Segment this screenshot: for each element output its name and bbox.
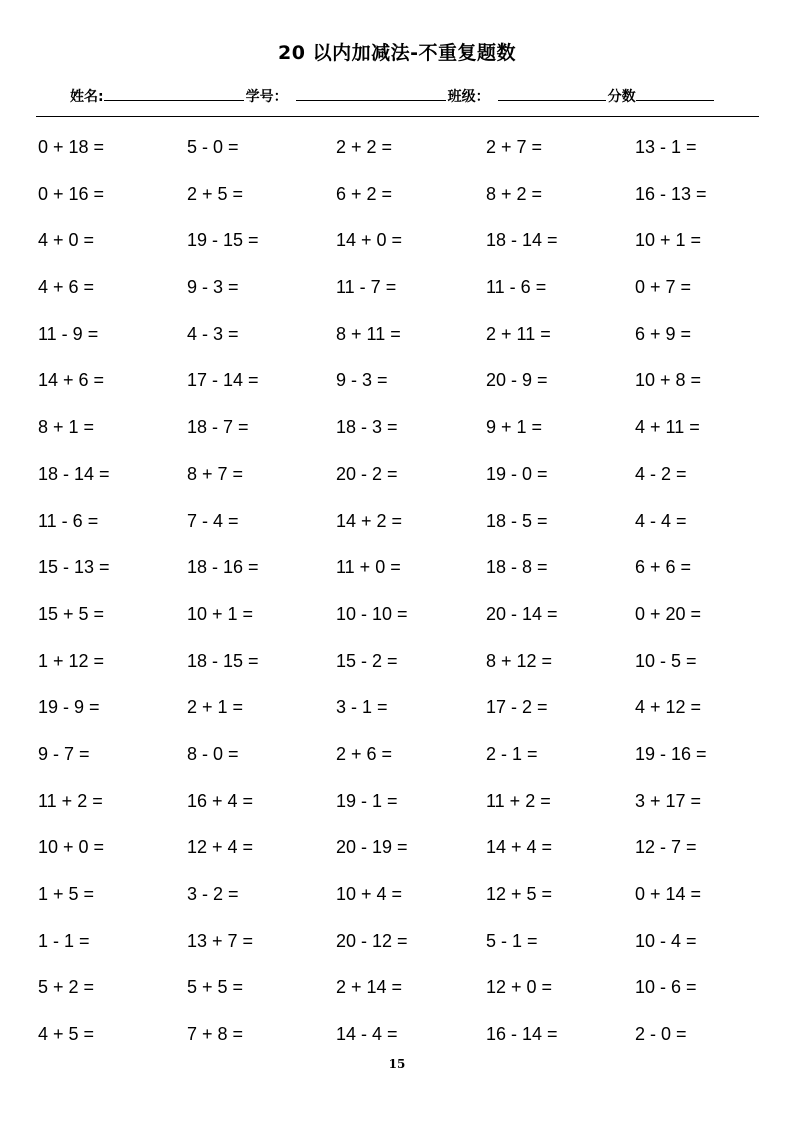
math-problem: 2 + 7 = — [486, 137, 543, 157]
math-problem: 14 + 2 = — [336, 510, 403, 531]
math-problem: 2 + 6 = — [336, 743, 393, 764]
math-problem: 4 - 3 = — [187, 323, 239, 344]
math-problem: 10 - 10 = — [336, 603, 408, 624]
math-problem: 2 + 2 = — [336, 137, 393, 157]
math-problem: 11 - 6 = — [38, 510, 99, 531]
math-problem: 19 - 15 = — [187, 230, 259, 251]
math-problem: 17 - 14 = — [187, 370, 259, 391]
math-problem: 8 + 12 = — [486, 650, 553, 671]
math-problem: 16 - 14 = — [486, 1024, 558, 1045]
math-problem: 4 + 5 = — [38, 1024, 95, 1045]
class-blank — [498, 86, 606, 101]
score-label: 分数 — [607, 89, 636, 105]
math-problem: 19 - 0 = — [486, 463, 548, 484]
page-title: 20 以内加减法-不重复题数 — [278, 42, 516, 64]
math-problem: 11 + 0 = — [336, 557, 401, 578]
math-problem: 18 - 16 = — [187, 557, 259, 578]
math-problem: 19 - 1 = — [336, 790, 398, 811]
math-problem: 10 + 1 = — [187, 603, 254, 624]
math-problem: 8 + 11 = — [336, 323, 401, 344]
math-problem: 1 - 1 = — [38, 930, 90, 951]
math-problem: 11 + 2 = — [38, 790, 103, 811]
problem-grid — [38, 128, 758, 1062]
page-number: 15 — [388, 1057, 406, 1071]
math-problem: 2 + 1 = — [187, 697, 244, 718]
score-blank — [636, 86, 714, 101]
math-problem: 9 - 3 = — [187, 277, 239, 298]
student-info-row — [70, 86, 760, 106]
math-problem: 18 - 7 = — [187, 417, 249, 438]
math-problem: 11 - 6 = — [486, 277, 547, 298]
math-problem: 13 + 7 = — [187, 930, 254, 951]
class-label: 班级： — [447, 89, 490, 105]
math-problem: 4 + 0 = — [38, 230, 95, 251]
math-problem: 10 - 5 = — [635, 650, 697, 671]
math-problem: 19 - 9 = — [38, 697, 100, 718]
math-problem: 8 + 7 = — [187, 463, 244, 484]
math-problem: 6 + 2 = — [336, 183, 393, 204]
math-problem: 20 - 14 = — [486, 603, 558, 624]
math-problem: 12 - 7 = — [635, 837, 697, 858]
math-problem: 17 - 2 = — [486, 697, 548, 718]
math-problem: 5 - 0 = — [187, 137, 239, 157]
math-problem: 15 - 2 = — [336, 650, 398, 671]
math-problem: 0 + 7 = — [635, 277, 692, 298]
math-problem: 18 - 14 = — [486, 230, 558, 251]
math-problem: 4 - 2 = — [635, 463, 687, 484]
math-problem: 10 - 6 = — [635, 977, 697, 998]
math-problem: 18 - 14 = — [38, 463, 110, 484]
math-problem: 5 + 5 = — [187, 977, 244, 998]
math-problem: 3 - 2 = — [187, 884, 239, 904]
math-problem: 16 + 4 = — [187, 790, 254, 811]
header-divider — [36, 116, 759, 117]
math-problem: 19 - 16 = — [635, 743, 707, 764]
math-problem: 0 + 18 = — [38, 137, 105, 157]
math-problem: 9 - 7 = — [38, 743, 90, 764]
math-problem: 5 + 2 = — [38, 977, 95, 998]
math-problem: 14 + 6 = — [38, 370, 105, 391]
math-problem: 6 + 9 = — [635, 323, 692, 344]
math-problem: 20 - 2 = — [336, 463, 398, 484]
math-problem: 2 + 14 = — [336, 977, 403, 998]
math-problem: 8 + 2 = — [486, 183, 543, 204]
math-problem: 16 - 13 = — [635, 183, 707, 204]
math-problem: 0 + 16 = — [38, 183, 105, 204]
math-problem: 4 + 11 = — [635, 417, 700, 438]
math-problem: 6 + 6 = — [635, 557, 692, 578]
math-problem: 9 + 1 = — [486, 417, 543, 438]
math-problem: 12 + 4 = — [187, 837, 254, 858]
math-problem: 14 + 0 = — [336, 230, 403, 251]
math-problem: 4 + 6 = — [38, 277, 95, 298]
math-problem: 15 - 13 = — [38, 557, 110, 578]
math-problem: 20 - 9 = — [486, 370, 548, 391]
math-problem: 11 + 2 = — [486, 790, 551, 811]
math-problem: 7 + 8 = — [187, 1024, 244, 1045]
math-problem: 20 - 19 = — [336, 837, 408, 858]
student-id-blank — [296, 86, 446, 101]
math-problem: 12 + 5 = — [486, 884, 553, 904]
math-problem: 20 - 12 = — [336, 930, 408, 951]
math-problem: 10 - 4 = — [635, 930, 697, 951]
math-problem: 3 + 17 = — [635, 790, 702, 811]
math-problem: 4 - 4 = — [635, 510, 687, 531]
student-id-label: 学号： — [245, 89, 288, 105]
math-problem: 10 + 1 = — [635, 230, 702, 251]
math-problem: 18 - 3 = — [336, 417, 398, 438]
math-problem: 18 - 8 = — [486, 557, 548, 578]
name-blank — [104, 86, 244, 101]
math-problem: 11 - 9 = — [38, 323, 99, 344]
math-problem: 2 - 0 = — [635, 1024, 687, 1045]
math-problem: 2 + 11 = — [486, 323, 551, 344]
math-problem: 12 + 0 = — [486, 977, 553, 998]
math-problem: 1 + 5 = — [38, 884, 95, 904]
math-problem: 14 - 4 = — [336, 1024, 398, 1045]
name-label: 姓名: — [70, 89, 104, 105]
math-problem: 5 - 1 = — [486, 930, 538, 951]
math-problem: 13 - 1 = — [635, 137, 697, 157]
math-problem: 18 - 5 = — [486, 510, 548, 531]
math-problem: 8 - 0 = — [187, 743, 239, 764]
math-problem: 15 + 5 = — [38, 603, 105, 624]
math-problem: 10 + 0 = — [38, 837, 105, 858]
math-problem: 14 + 4 = — [486, 837, 553, 858]
math-problem: 11 - 7 = — [336, 277, 397, 298]
math-problem: 10 + 8 = — [635, 370, 702, 391]
math-problem: 2 + 5 = — [187, 183, 244, 204]
math-problem: 2 - 1 = — [486, 743, 538, 764]
math-problem: 3 - 1 = — [336, 697, 388, 718]
math-problem: 1 + 12 = — [38, 650, 105, 671]
math-problem: 9 - 3 = — [336, 370, 388, 391]
math-problem: 18 - 15 = — [187, 650, 259, 671]
math-problem: 0 + 20 = — [635, 603, 702, 624]
math-problem: 0 + 14 = — [635, 884, 702, 904]
math-problem: 10 + 4 = — [336, 884, 403, 904]
math-problem: 4 + 12 = — [635, 697, 702, 718]
math-problem: 8 + 1 = — [38, 417, 95, 438]
math-problem: 7 - 4 = — [187, 510, 239, 531]
